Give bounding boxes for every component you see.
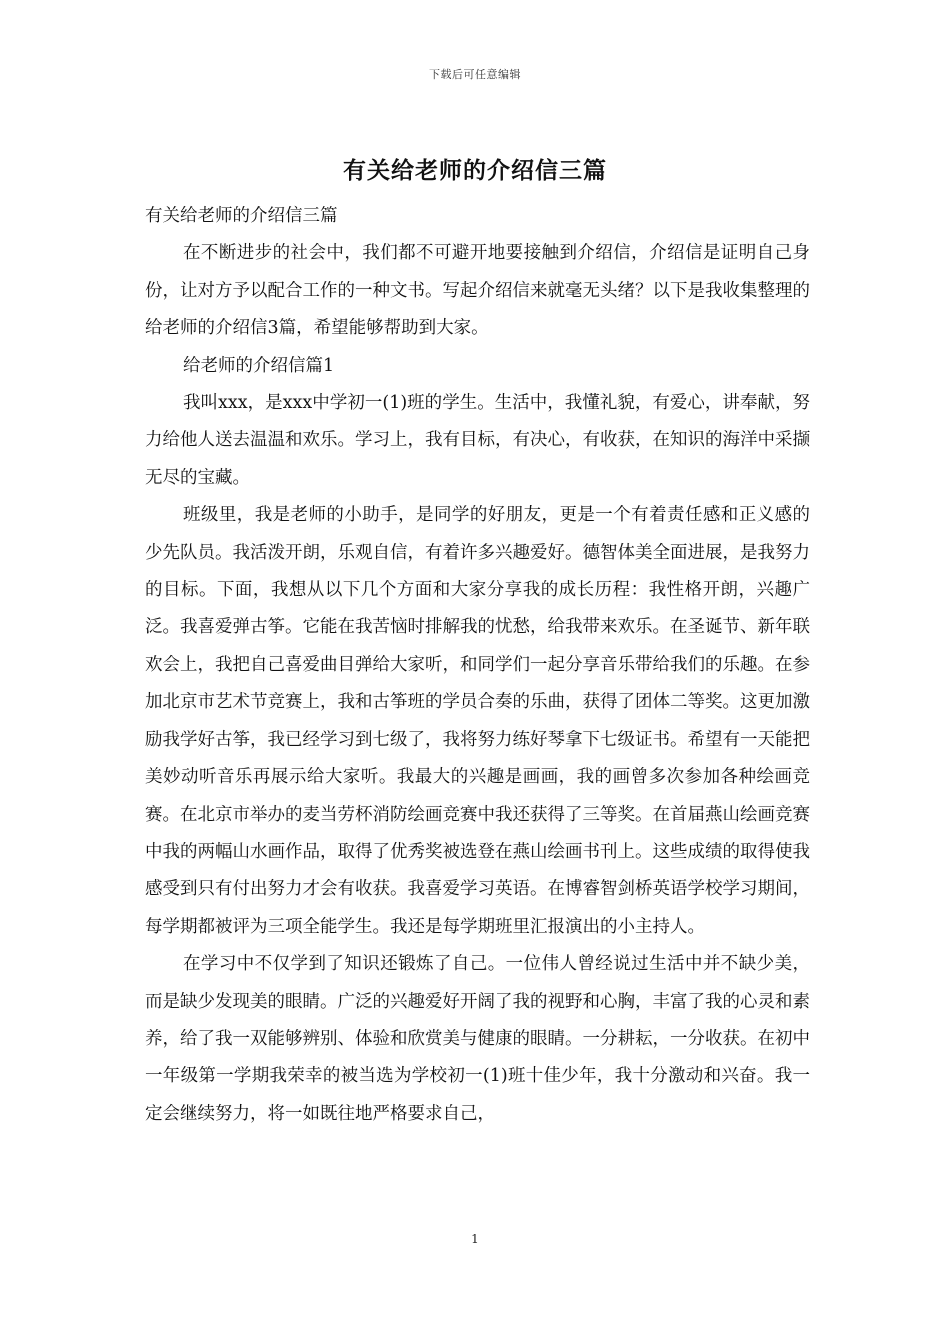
intro-paragraph: 在不断进步的社会中，我们都不可避开地要接触到介绍信，介绍信是证明自己身份，让对方予以配合工作的一种文书。写起介绍信来就毫无头绪？以下是我收集整理的给老师的介绍信3篇，希望能够帮助到大家。 [145,243,810,339]
body-paragraph: 班级里，我是老师的小助手，是同学的好朋友，更是一个有着责任感和正义感的少先队员。我活泼开朗，乐观自信，有着许多兴趣爱好。德智体美全面进展，是我努力的目标。下面，我想从以下几个方面和大家分享我的成长历程：我性格开朗，兴趣广泛。我喜爱弹古筝。它能在我苦恼时排解我的忧愁，给我带来欢乐。在圣诞节、新年联欢会上，我把自己喜爱曲目弹给大家听，和同学们一起分享音乐带给我们的乐趣。在参加北京市艺术节竞赛上，我和古筝班的学员合奏的乐曲，获得了团体二等奖。这更加激励我学好古筝，我已经学习到七级了，我将努力练好琴拿下七级证书。希望有一天能把美妙动听音乐再展示给大家听。我最大的兴趣是画画，我的画曾多次参加各种绘画竞赛。在北京市举办的麦当劳杯消防绘画竞赛中我还获得了三等奖。在首届燕山绘画竞赛中我的两幅山水画作品，取得了优秀奖被选登在燕山绘画书刊上。这些成绩的取得使我感受到只有付出努力才会有收获。我喜爱学习英语。在博睿智剑桥英语学校学习期间，每学期都被评为三项全能学生。我还是每学期班里汇报演出的小主持人。 [145,505,810,937]
subtitle-line: 有关给老师的介绍信三篇 [145,206,338,226]
document-body [145,198,810,1133]
document-title: 有关给老师的介绍信三篇 [343,157,607,184]
body-paragraph: 我叫xxx，是xxx中学初一(1)班的学生。生活中，我懂礼貌，有爱心，讲奉献，努力给他人送去温温和欢乐。学习上，我有目标，有决心，有收获，在知识的海洋中采撷无尽的宝藏。 [145,393,810,488]
body-paragraph: 在学习中不仅学到了知识还锻炼了自己。一位伟人曾经说过生活中并不缺少美，而是缺少发现美的眼睛。广泛的兴趣爱好开阔了我的视野和心胸，丰富了我的心灵和素养，给了我一双能够辨别、体验和欣赏美与健康的眼睛。一分耕耘，一分收获。在初中一年级第一学期我荣幸的被当选为学校初一(1)班十佳少年，我十分激动和兴奋。我一定会继续努力，将一如既往地严格要求自己， [145,954,810,1124]
page-number: 1 [471,1232,479,1246]
section-heading: 给老师的介绍信篇1 [183,355,335,376]
header-note: 下载后可任意编辑 [429,68,521,81]
